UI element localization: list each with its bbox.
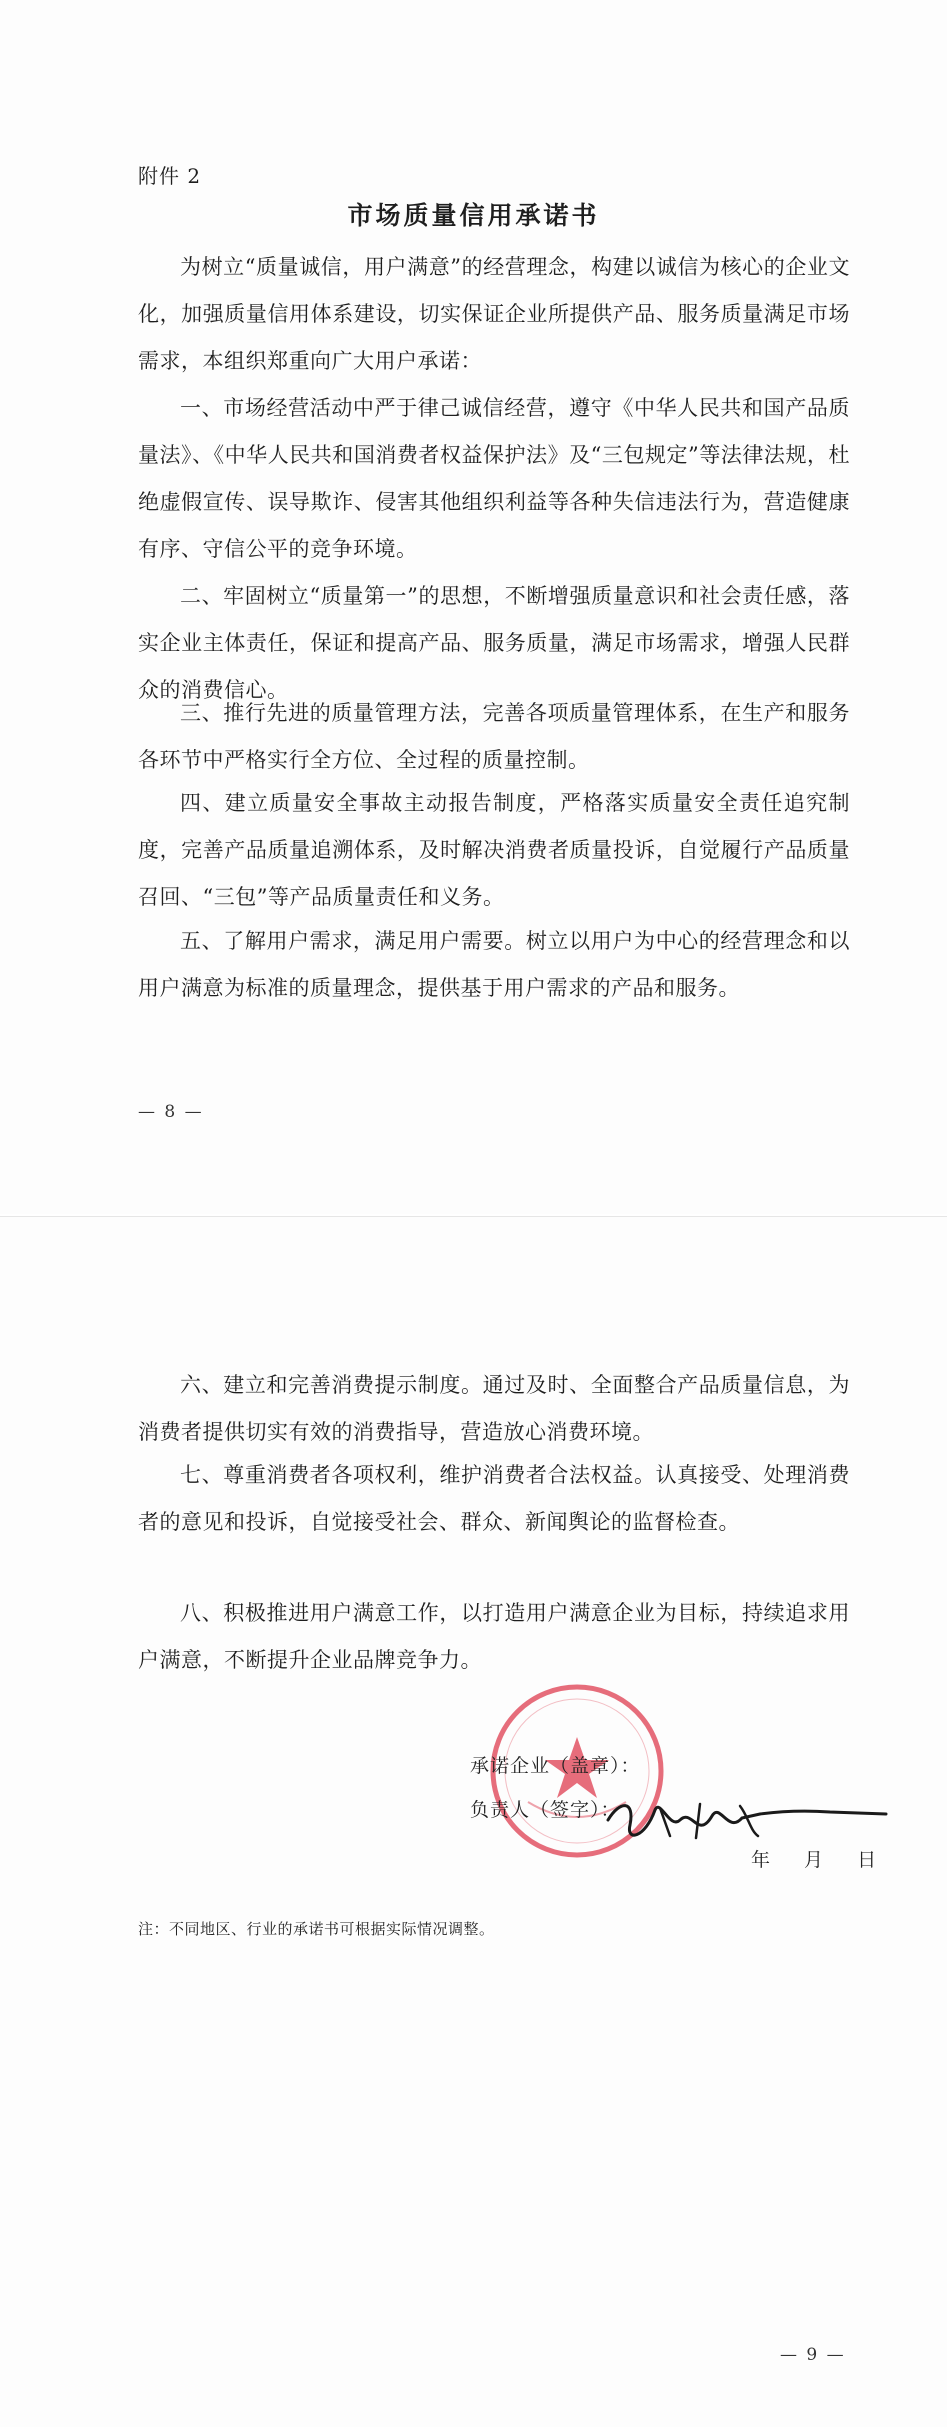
- intro-paragraph: 为树立“质量诚信，用户满意”的经营理念，构建以诚信为核心的企业文化，加强质量信用体系建设，切实保证企业所提供产品、服务质量满足市场需求，本组织郑重向广大用户承诺：: [138, 255, 850, 373]
- commitment-8: 八、积极推进用户满意工作，以打造用户满意企业为目标，持续追求用户满意，不断提升企业品牌竞争力。: [138, 1601, 850, 1672]
- document-title: 市场质量信用承诺书: [347, 201, 600, 230]
- commitment-5: 五、了解用户需求，满足用户需要。树立以用户为中心的经营理念和以用户满意为标准的质量理念，提供基于用户需求的产品和服务。: [138, 929, 850, 1000]
- company-seal-label: 承诺企业（盖章）：: [470, 1755, 641, 1777]
- commitment-6: 六、建立和完善消费提示制度。通过及时、全面整合产品质量信息，为消费者提供切实有效的消费指导，营造放心消费环境。: [138, 1373, 850, 1444]
- commitment-1: 一、市场经营活动中严于律己诚信经营，遵守《中华人民共和国产品质量法》、《中华人民共和国消费者权益保护法》及“三包规定”等法律法规，杜绝虚假宣传、误导欺诈、侵害其他组织利益等各种失信违法行为，营造健康有序、守信公平的竞争环境。: [138, 396, 850, 561]
- footnote: 注：不同地区、行业的承诺书可根据实际情况调整。: [138, 1920, 495, 1938]
- commitment-3: 三、推行先进的质量管理方法，完善各项质量管理体系，在生产和服务各环节中严格实行全方位、全过程的质量控制。: [138, 701, 850, 772]
- responsible-person-label: 负责人（签字）：: [470, 1799, 621, 1821]
- commitment-4: 四、建立质量安全事故主动报告制度，严格落实质量安全责任追究制度，完善产品质量追溯体系，及时解决消费者质量投诉，自觉履行产品质量召回、“三包”等产品质量责任和义务。: [138, 791, 850, 909]
- handwritten-signature: [600, 1790, 890, 1850]
- attachment-label: 附件 2: [138, 164, 202, 188]
- page-number: — 9 —: [780, 2345, 846, 2365]
- commitment-7: 七、尊重消费者各项权利，维护消费者合法权益。认真接受、处理消费者的意见和投诉，自觉接受社会、群众、新闻舆论的监督检查。: [138, 1463, 850, 1534]
- date-label: 年 月 日: [751, 1849, 877, 1871]
- page-number: — 8 —: [138, 1102, 204, 1122]
- commitment-2: 二、牢固树立“质量第一”的思想，不断增强质量意识和社会责任感，落实企业主体责任，保证和提高产品、服务质量，满足市场需求，增强人民群众的消费信心。: [138, 584, 850, 702]
